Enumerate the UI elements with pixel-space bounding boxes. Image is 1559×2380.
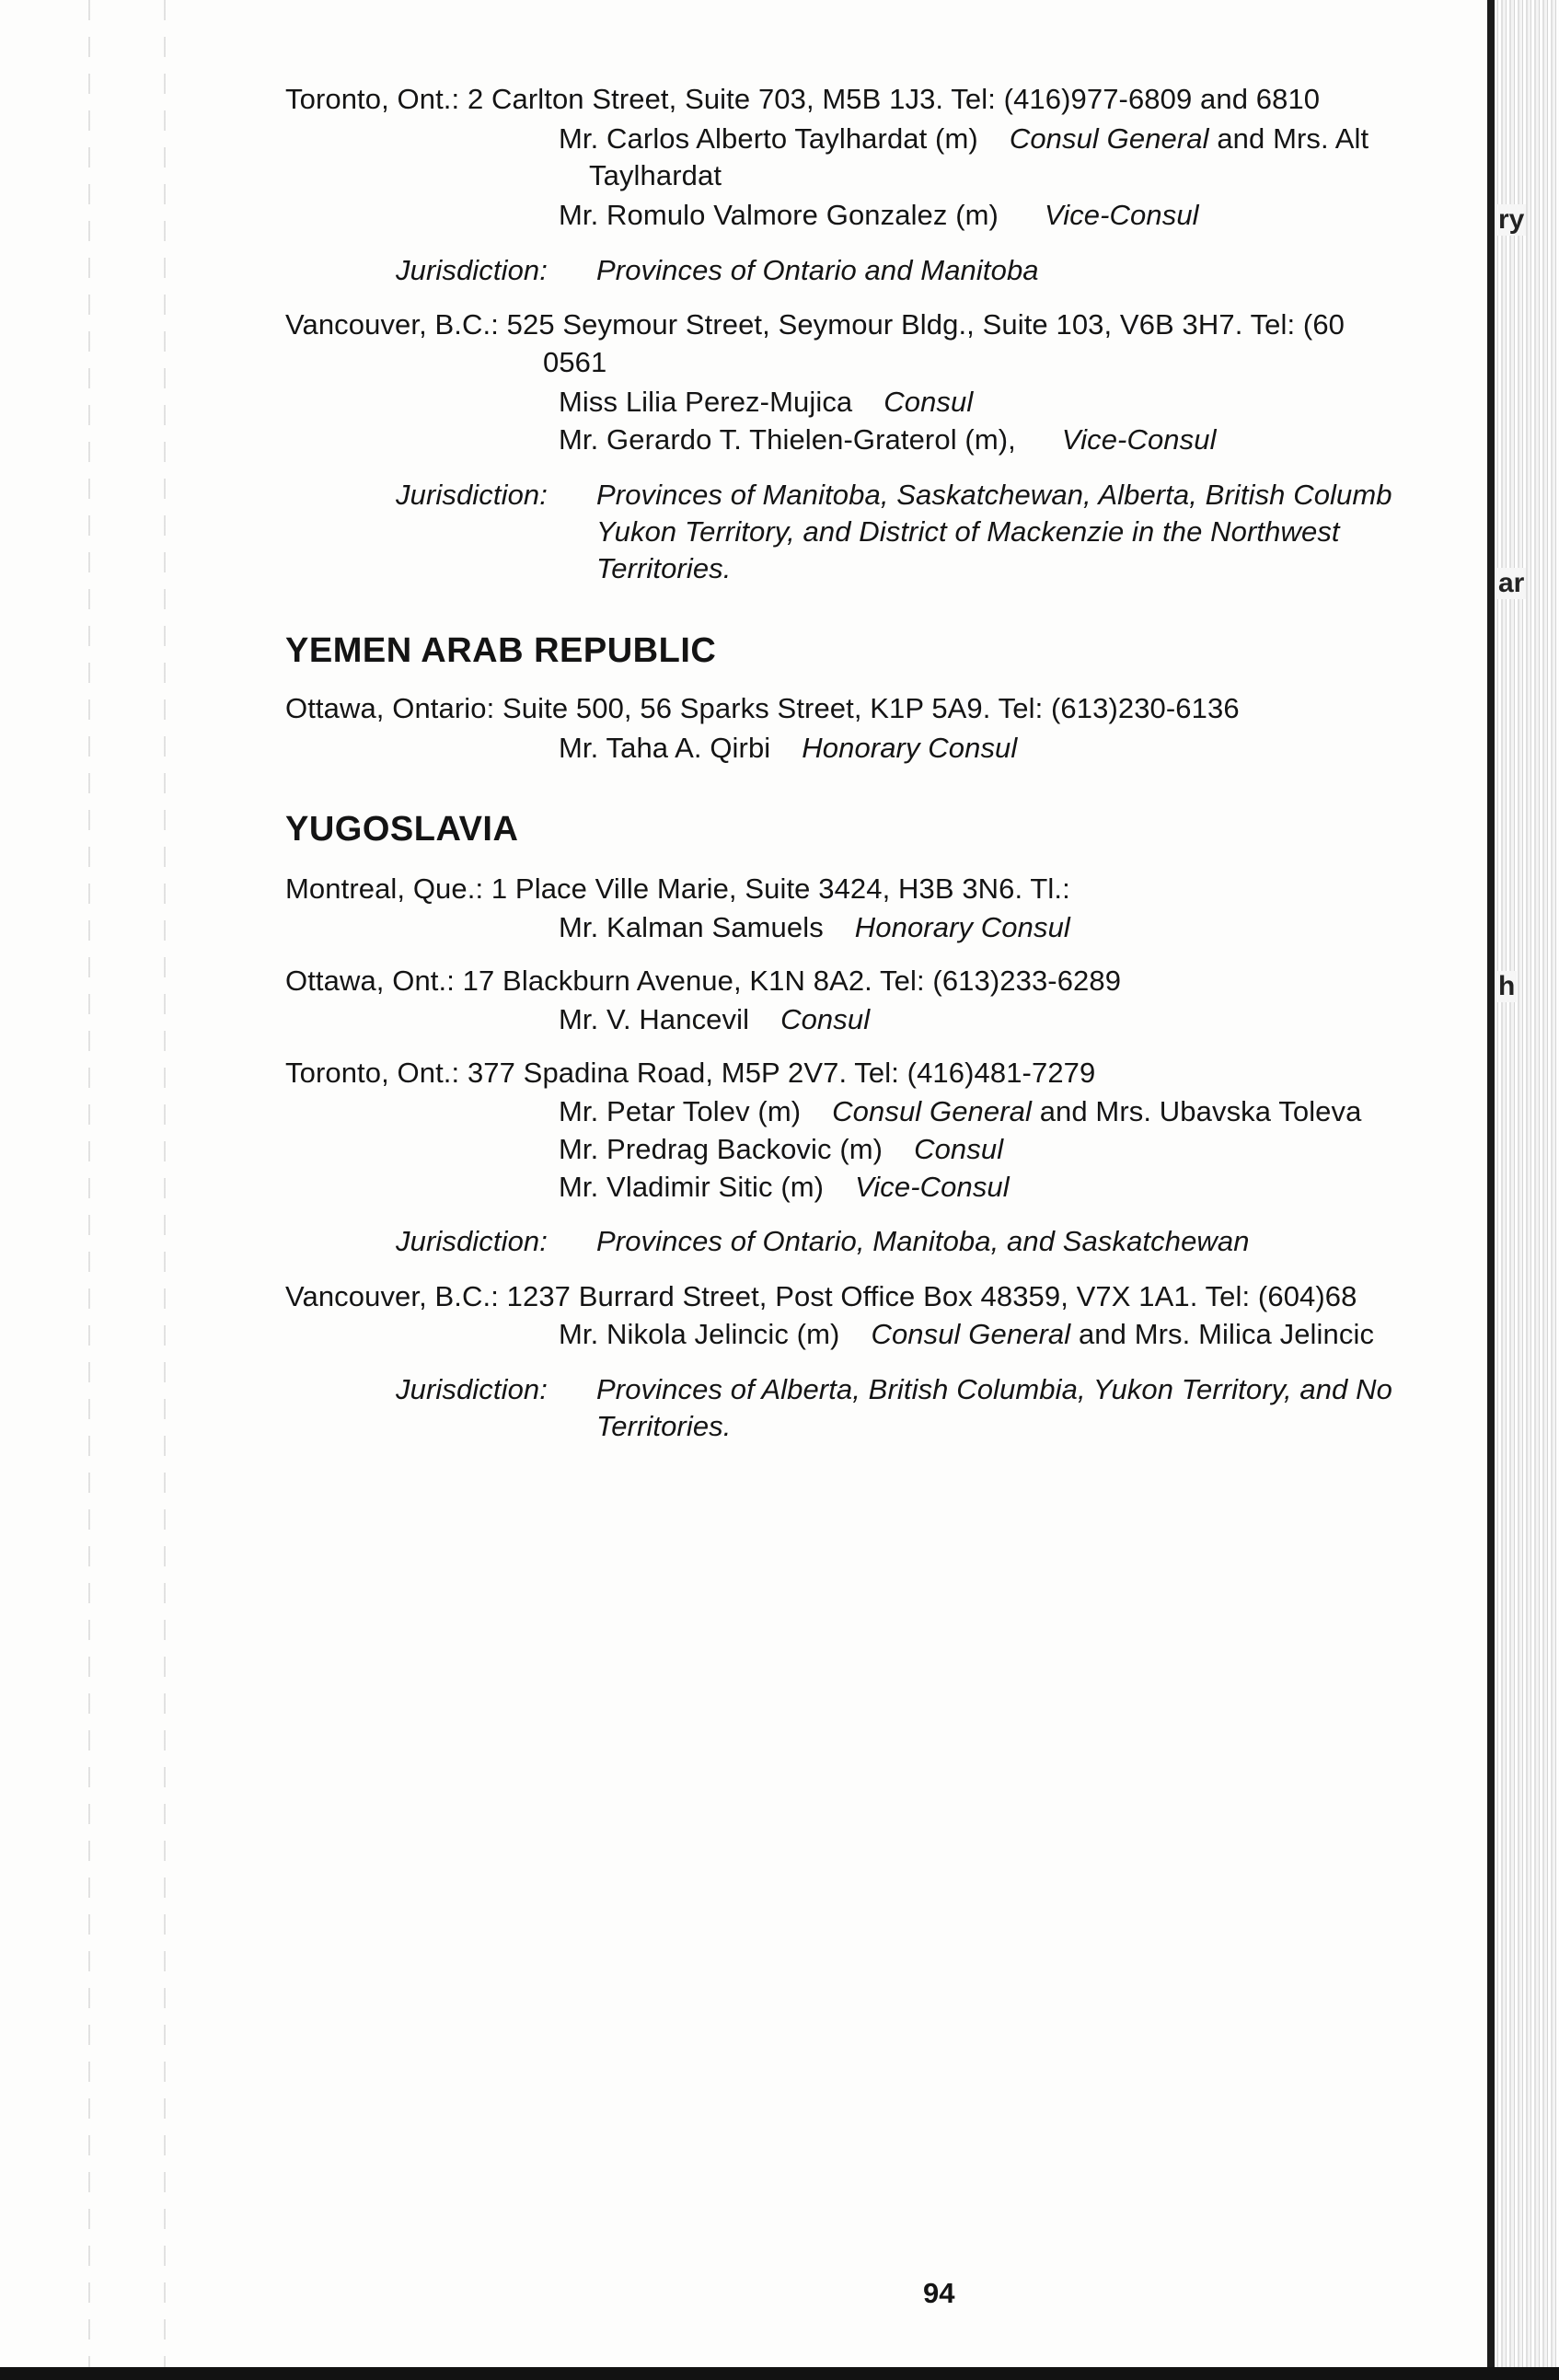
official-line-continued: Taylhardat xyxy=(589,159,722,191)
official-title: Consul General xyxy=(1009,122,1209,155)
official-name: Mr. Kalman Samuels xyxy=(559,911,824,943)
official-name: Mr. Vladimir Sitic (m) xyxy=(559,1171,825,1203)
city-label: Montreal, Que.: xyxy=(285,872,484,905)
jurisdiction-text: Territories. xyxy=(596,552,732,584)
official-spouse: and Mrs. Alt xyxy=(1217,122,1369,155)
jurisdiction-text: Provinces of Ontario, Manitoba, and Saskatchewan xyxy=(596,1225,1250,1257)
consulate-line xyxy=(285,83,1320,116)
consulate-line xyxy=(285,965,1121,998)
official-name: Mr. Romulo Valmore Gonzalez (m) xyxy=(559,199,999,231)
official-line xyxy=(559,1133,1003,1166)
official-line xyxy=(559,1095,1361,1128)
official-title: Vice-Consul xyxy=(855,1171,1010,1203)
page-number: 94 xyxy=(923,2277,955,2309)
country-heading: YEMEN ARAB REPUBLIC xyxy=(285,631,717,670)
official-line xyxy=(559,386,973,419)
consulate-line xyxy=(285,1057,1095,1090)
jurisdiction-text: Provinces of Ontario and Manitoba xyxy=(596,254,1039,286)
scanned-edge-strip xyxy=(1493,0,1559,2380)
city-label: Toronto, Ont.: xyxy=(285,83,460,115)
official-name: Mr. Nikola Jelincic (m) xyxy=(559,1318,840,1350)
official-name: Mr. Carlos Alberto Taylhardat (m) xyxy=(559,122,978,155)
official-name: Mr. V. Hancevil xyxy=(559,1003,750,1035)
address-text: 525 Seymour Street, Seymour Bldg., Suite 103, V6B 3H7. Tel: (60 xyxy=(506,308,1345,341)
address-text: 1 Place Ville Marie, Suite 3424, H3B 3N6. Tl.: xyxy=(491,872,1070,905)
jurisdiction-text: Yukon Territory, and District of Mackenzie in the Northwest xyxy=(596,515,1340,548)
official-line xyxy=(559,199,1199,232)
official-title: Honorary Consul xyxy=(854,911,1070,943)
official-name: Mr. Taha A. Qirbi xyxy=(559,732,771,764)
city-label: Vancouver, B.C.: xyxy=(285,1280,499,1312)
official-name: Miss Lilia Perez-Mujica xyxy=(559,386,853,418)
official-line xyxy=(559,122,1368,156)
official-title: Vice-Consul xyxy=(1061,423,1217,456)
official-spouse: and Mrs. Milica Jelincic xyxy=(1078,1318,1375,1350)
jurisdiction-label: Jurisdiction: xyxy=(396,1373,548,1405)
edge-fragment: h xyxy=(1498,971,1516,1001)
city-label: Ottawa, Ont.: xyxy=(285,965,455,997)
consulate-line xyxy=(285,692,1240,725)
official-title: Honorary Consul xyxy=(802,732,1018,764)
official-title: Consul xyxy=(914,1133,1004,1165)
address-text: 17 Blackburn Avenue, K1N 8A2. Tel: (613)233-6289 xyxy=(462,965,1122,997)
address-text: 377 Spadina Road, M5P 2V7. Tel: (416)481-7279 xyxy=(467,1057,1096,1089)
address-text: 2 Carlton Street, Suite 703, M5B 1J3. Tel: (416)977-6809 and 6810 xyxy=(467,83,1321,115)
jurisdiction-text: Provinces of Manitoba, Saskatchewan, Alberta, British Columb xyxy=(596,479,1392,511)
official-spouse: and Mrs. Ubavska Toleva xyxy=(1039,1095,1362,1127)
official-title: Consul xyxy=(780,1003,871,1035)
page-bottom-edge xyxy=(0,2367,1559,2380)
address-text: 1237 Burrard Street, Post Office Box 48359, V7X 1A1. Tel: (604)68 xyxy=(506,1280,1357,1312)
official-line xyxy=(559,1318,1374,1351)
official-line xyxy=(559,1003,870,1036)
edge-fragment: ry xyxy=(1498,204,1525,235)
official-title: Consul xyxy=(883,386,974,418)
consulate-line xyxy=(285,872,1070,906)
gutter-artifact xyxy=(88,0,90,2380)
jurisdiction-label: Jurisdiction: xyxy=(396,1225,548,1257)
address-continued: 0561 xyxy=(543,346,607,378)
jurisdiction-text: Provinces of Alberta, British Columbia, Yukon Territory, and No xyxy=(596,1373,1392,1405)
address-text: Suite 500, 56 Sparks Street, K1P 5A9. Tel: (613)230-6136 xyxy=(502,692,1240,724)
jurisdiction-text: Territories. xyxy=(596,1410,732,1442)
official-title: Consul General xyxy=(871,1318,1071,1350)
official-name: Mr. Predrag Backovic (m) xyxy=(559,1133,883,1165)
edge-fragment: ar xyxy=(1498,568,1525,598)
official-line xyxy=(559,732,1017,765)
jurisdiction-label: Jurisdiction: xyxy=(396,479,548,511)
official-line xyxy=(559,911,1070,944)
official-title: Consul General xyxy=(832,1095,1032,1127)
jurisdiction-label: Jurisdiction: xyxy=(396,254,548,286)
official-name: Mr. Petar Tolev (m) xyxy=(559,1095,802,1127)
official-line xyxy=(559,1171,1010,1204)
page-edge-bar xyxy=(1487,0,1495,2380)
official-title: Vice-Consul xyxy=(1044,199,1199,231)
consulate-line xyxy=(285,1280,1357,1313)
official-name: Mr. Gerardo T. Thielen-Graterol (m), xyxy=(559,423,1016,456)
consulate-line xyxy=(285,308,1345,341)
city-label: Ottawa, Ontario: xyxy=(285,692,495,724)
city-label: Vancouver, B.C.: xyxy=(285,308,499,341)
city-label: Toronto, Ont.: xyxy=(285,1057,460,1089)
country-heading: YUGOSLAVIA xyxy=(285,810,519,849)
official-line xyxy=(559,423,1217,456)
gutter-artifact xyxy=(164,0,166,2380)
